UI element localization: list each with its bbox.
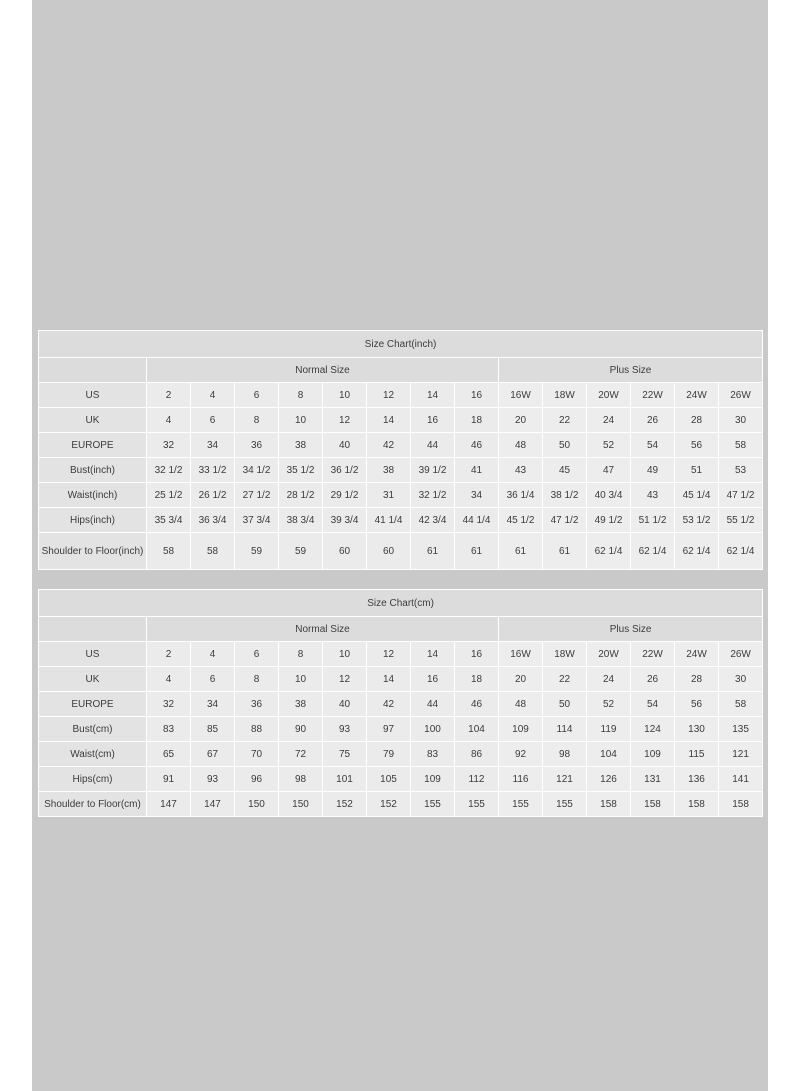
table-cell: 12 <box>323 408 367 433</box>
table-cell: 8 <box>279 642 323 667</box>
table-cell: 150 <box>235 792 279 817</box>
table-cell: 47 1/2 <box>719 483 763 508</box>
group-header-row <box>39 358 763 383</box>
table-cell: 46 <box>455 433 499 458</box>
table-cell: 60 <box>367 533 411 570</box>
table-cell: 59 <box>235 533 279 570</box>
table-cell: 10 <box>323 383 367 408</box>
group-header-normal-size: Normal Size <box>147 617 499 642</box>
table-cell: 28 1/2 <box>279 483 323 508</box>
table-cell: 50 <box>543 433 587 458</box>
size-chart-table <box>38 330 763 570</box>
row-label: Hips(inch) <box>39 508 147 533</box>
table-cell: 24W <box>675 383 719 408</box>
table-cell: 98 <box>543 742 587 767</box>
table-cell: 158 <box>587 792 631 817</box>
table-cell: 42 <box>367 433 411 458</box>
table-row <box>39 792 763 817</box>
table-row <box>39 508 763 533</box>
table-cell: 30 <box>719 408 763 433</box>
table-cell: 52 <box>587 433 631 458</box>
table-cell: 43 <box>631 483 675 508</box>
table-cell: 109 <box>499 717 543 742</box>
table-cell: 10 <box>323 642 367 667</box>
table-cell: 58 <box>719 433 763 458</box>
table-cell: 158 <box>631 792 675 817</box>
table-cell: 6 <box>235 383 279 408</box>
row-label: UK <box>39 408 147 433</box>
table-cell: 93 <box>191 767 235 792</box>
table-cell: 44 1/4 <box>455 508 499 533</box>
table-cell: 136 <box>675 767 719 792</box>
table-cell: 92 <box>499 742 543 767</box>
table-cell: 115 <box>675 742 719 767</box>
table-cell: 50 <box>543 692 587 717</box>
table-cell: 20 <box>499 408 543 433</box>
table-cell: 28 <box>675 408 719 433</box>
table-cell: 24W <box>675 642 719 667</box>
table-cell: 112 <box>455 767 499 792</box>
table-cell: 61 <box>543 533 587 570</box>
table-row <box>39 408 763 433</box>
table-cell: 62 1/4 <box>675 533 719 570</box>
row-label: Bust(inch) <box>39 458 147 483</box>
table-cell: 49 <box>631 458 675 483</box>
table-cell: 36 <box>235 433 279 458</box>
table-cell: 20 <box>499 667 543 692</box>
table-cell: 16 <box>455 642 499 667</box>
size-chart-block <box>38 589 762 817</box>
table-cell: 38 3/4 <box>279 508 323 533</box>
table-cell: 130 <box>675 717 719 742</box>
row-label: US <box>39 383 147 408</box>
table-cell: 32 1/2 <box>147 458 191 483</box>
table-cell: 36 1/4 <box>499 483 543 508</box>
table-cell: 155 <box>455 792 499 817</box>
table-cell: 6 <box>235 642 279 667</box>
group-header-row <box>39 617 763 642</box>
table-cell: 38 1/2 <box>543 483 587 508</box>
table-cell: 53 1/2 <box>675 508 719 533</box>
corner-cell <box>39 358 147 383</box>
table-cell: 54 <box>631 692 675 717</box>
table-cell: 48 <box>499 692 543 717</box>
table-cell: 6 <box>191 667 235 692</box>
row-label: US <box>39 642 147 667</box>
size-charts-container <box>38 330 762 817</box>
table-cell: 155 <box>411 792 455 817</box>
table-cell: 100 <box>411 717 455 742</box>
table-cell: 46 <box>455 692 499 717</box>
table-cell: 116 <box>499 767 543 792</box>
table-cell: 30 <box>719 667 763 692</box>
table-cell: 65 <box>147 742 191 767</box>
table-cell: 55 1/2 <box>719 508 763 533</box>
table-cell: 22 <box>543 667 587 692</box>
table-row <box>39 642 763 667</box>
table-cell: 25 1/2 <box>147 483 191 508</box>
table-cell: 62 1/4 <box>719 533 763 570</box>
table-row <box>39 458 763 483</box>
group-header-normal-size: Normal Size <box>147 358 499 383</box>
table-cell: 8 <box>235 408 279 433</box>
table-cell: 35 1/2 <box>279 458 323 483</box>
table-cell: 40 <box>323 692 367 717</box>
table-cell: 6 <box>191 408 235 433</box>
table-cell: 47 1/2 <box>543 508 587 533</box>
table-cell: 40 3/4 <box>587 483 631 508</box>
table-cell: 51 <box>675 458 719 483</box>
table-cell: 41 <box>455 458 499 483</box>
table-cell: 48 <box>499 433 543 458</box>
table-cell: 104 <box>455 717 499 742</box>
table-cell: 26 <box>631 408 675 433</box>
table-cell: 31 <box>367 483 411 508</box>
table-cell: 152 <box>323 792 367 817</box>
table-cell: 141 <box>719 767 763 792</box>
table-cell: 70 <box>235 742 279 767</box>
table-cell: 124 <box>631 717 675 742</box>
table-cell: 104 <box>587 742 631 767</box>
table-cell: 26W <box>719 642 763 667</box>
table-cell: 16W <box>499 383 543 408</box>
table-cell: 24 <box>587 408 631 433</box>
table-row <box>39 717 763 742</box>
group-header-plus-size: Plus Size <box>499 358 763 383</box>
group-header-plus-size: Plus Size <box>499 617 763 642</box>
table-cell: 61 <box>499 533 543 570</box>
table-cell: 10 <box>279 408 323 433</box>
table-cell: 8 <box>279 383 323 408</box>
table-cell: 83 <box>411 742 455 767</box>
table-cell: 44 <box>411 433 455 458</box>
table-cell: 109 <box>411 767 455 792</box>
table-cell: 42 3/4 <box>411 508 455 533</box>
table-cell: 152 <box>367 792 411 817</box>
table-cell: 38 <box>367 458 411 483</box>
table-cell: 12 <box>367 383 411 408</box>
table-cell: 41 1/4 <box>367 508 411 533</box>
table-cell: 24 <box>587 667 631 692</box>
table-cell: 34 <box>191 692 235 717</box>
table-cell: 98 <box>279 767 323 792</box>
table-cell: 16W <box>499 642 543 667</box>
table-cell: 36 3/4 <box>191 508 235 533</box>
size-chart-block <box>38 330 762 570</box>
table-cell: 96 <box>235 767 279 792</box>
table-cell: 26W <box>719 383 763 408</box>
table-cell: 114 <box>543 717 587 742</box>
table-cell: 42 <box>367 692 411 717</box>
table-cell: 34 <box>191 433 235 458</box>
table-cell: 32 <box>147 692 191 717</box>
table-cell: 16 <box>411 667 455 692</box>
table-row <box>39 667 763 692</box>
table-cell: 126 <box>587 767 631 792</box>
table-row <box>39 483 763 508</box>
table-cell: 91 <box>147 767 191 792</box>
table-cell: 105 <box>367 767 411 792</box>
table-cell: 61 <box>411 533 455 570</box>
table-cell: 34 1/2 <box>235 458 279 483</box>
row-label: Shoulder to Floor(cm) <box>39 792 147 817</box>
table-cell: 62 1/4 <box>587 533 631 570</box>
table-cell: 86 <box>455 742 499 767</box>
table-cell: 131 <box>631 767 675 792</box>
table-row <box>39 383 763 408</box>
row-label: Bust(cm) <box>39 717 147 742</box>
table-cell: 58 <box>147 533 191 570</box>
table-cell: 22 <box>543 408 587 433</box>
table-cell: 60 <box>323 533 367 570</box>
corner-cell <box>39 617 147 642</box>
chart-spacer <box>38 570 762 589</box>
chart-title: Size Chart(cm) <box>39 590 763 617</box>
row-label: EUROPE <box>39 433 147 458</box>
table-cell: 28 <box>675 667 719 692</box>
table-cell: 121 <box>543 767 587 792</box>
table-cell: 10 <box>279 667 323 692</box>
table-cell: 59 <box>279 533 323 570</box>
table-cell: 4 <box>147 408 191 433</box>
table-row <box>39 767 763 792</box>
table-cell: 26 <box>631 667 675 692</box>
table-cell: 109 <box>631 742 675 767</box>
table-cell: 14 <box>411 383 455 408</box>
table-cell: 14 <box>411 642 455 667</box>
table-cell: 4 <box>191 642 235 667</box>
row-label: Hips(cm) <box>39 767 147 792</box>
table-cell: 40 <box>323 433 367 458</box>
table-row <box>39 433 763 458</box>
table-cell: 47 <box>587 458 631 483</box>
table-cell: 158 <box>719 792 763 817</box>
table-cell: 4 <box>147 667 191 692</box>
table-cell: 88 <box>235 717 279 742</box>
table-cell: 39 3/4 <box>323 508 367 533</box>
table-cell: 36 <box>235 692 279 717</box>
chart-title: Size Chart(inch) <box>39 331 763 358</box>
table-cell: 158 <box>675 792 719 817</box>
table-cell: 56 <box>675 692 719 717</box>
table-cell: 155 <box>499 792 543 817</box>
table-cell: 150 <box>279 792 323 817</box>
chart-title-row <box>39 590 763 617</box>
table-cell: 20W <box>587 383 631 408</box>
table-cell: 90 <box>279 717 323 742</box>
table-cell: 83 <box>147 717 191 742</box>
table-cell: 18W <box>543 642 587 667</box>
table-row <box>39 742 763 767</box>
table-cell: 101 <box>323 767 367 792</box>
table-cell: 8 <box>235 667 279 692</box>
table-cell: 38 <box>279 433 323 458</box>
table-cell: 155 <box>543 792 587 817</box>
table-cell: 52 <box>587 692 631 717</box>
table-cell: 54 <box>631 433 675 458</box>
table-cell: 35 3/4 <box>147 508 191 533</box>
table-cell: 22W <box>631 642 675 667</box>
table-cell: 45 <box>543 458 587 483</box>
table-cell: 18 <box>455 408 499 433</box>
table-cell: 18W <box>543 383 587 408</box>
table-cell: 93 <box>323 717 367 742</box>
table-cell: 45 1/4 <box>675 483 719 508</box>
table-cell: 56 <box>675 433 719 458</box>
table-cell: 2 <box>147 383 191 408</box>
table-cell: 97 <box>367 717 411 742</box>
table-cell: 58 <box>719 692 763 717</box>
table-cell: 12 <box>367 642 411 667</box>
table-cell: 147 <box>191 792 235 817</box>
row-label: Waist(cm) <box>39 742 147 767</box>
table-cell: 14 <box>367 667 411 692</box>
row-label: Shoulder to Floor(inch) <box>39 533 147 570</box>
table-cell: 33 1/2 <box>191 458 235 483</box>
table-cell: 4 <box>191 383 235 408</box>
table-cell: 51 1/2 <box>631 508 675 533</box>
table-cell: 38 <box>279 692 323 717</box>
table-cell: 61 <box>455 533 499 570</box>
table-cell: 20W <box>587 642 631 667</box>
table-cell: 135 <box>719 717 763 742</box>
table-cell: 53 <box>719 458 763 483</box>
table-cell: 43 <box>499 458 543 483</box>
table-cell: 147 <box>147 792 191 817</box>
row-label: Waist(inch) <box>39 483 147 508</box>
table-cell: 32 1/2 <box>411 483 455 508</box>
table-cell: 62 1/4 <box>631 533 675 570</box>
table-cell: 39 1/2 <box>411 458 455 483</box>
table-cell: 16 <box>411 408 455 433</box>
table-cell: 44 <box>411 692 455 717</box>
table-cell: 75 <box>323 742 367 767</box>
row-label: UK <box>39 667 147 692</box>
table-row <box>39 692 763 717</box>
table-cell: 22W <box>631 383 675 408</box>
table-cell: 32 <box>147 433 191 458</box>
table-row <box>39 533 763 570</box>
table-cell: 29 1/2 <box>323 483 367 508</box>
table-cell: 27 1/2 <box>235 483 279 508</box>
chart-title-row <box>39 331 763 358</box>
row-label: EUROPE <box>39 692 147 717</box>
table-cell: 37 3/4 <box>235 508 279 533</box>
table-cell: 49 1/2 <box>587 508 631 533</box>
size-chart-table <box>38 589 763 817</box>
table-cell: 18 <box>455 667 499 692</box>
table-cell: 26 1/2 <box>191 483 235 508</box>
table-cell: 85 <box>191 717 235 742</box>
table-cell: 72 <box>279 742 323 767</box>
table-cell: 2 <box>147 642 191 667</box>
table-cell: 58 <box>191 533 235 570</box>
table-cell: 119 <box>587 717 631 742</box>
table-cell: 67 <box>191 742 235 767</box>
table-cell: 12 <box>323 667 367 692</box>
table-cell: 34 <box>455 483 499 508</box>
table-cell: 121 <box>719 742 763 767</box>
table-cell: 45 1/2 <box>499 508 543 533</box>
table-cell: 79 <box>367 742 411 767</box>
table-cell: 14 <box>367 408 411 433</box>
table-cell: 16 <box>455 383 499 408</box>
table-cell: 36 1/2 <box>323 458 367 483</box>
